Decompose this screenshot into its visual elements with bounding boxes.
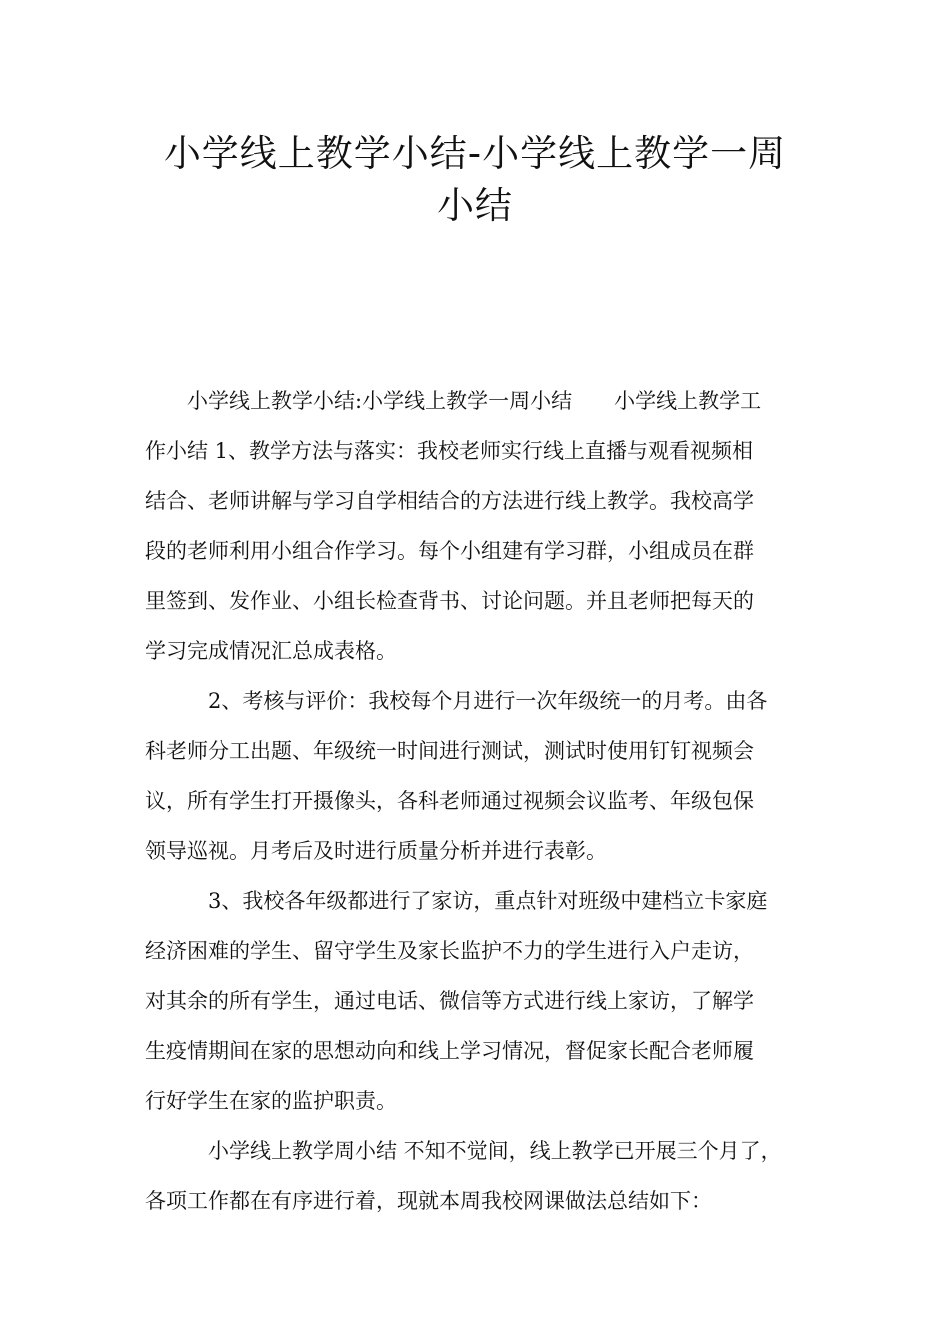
body-text-line: 议，所有学生打开摄像头，各科老师通过视频会议监考、年级包保 <box>145 789 754 813</box>
body-text-line: 领导巡视。月考后及时进行质量分析并进行表彰。 <box>145 839 607 863</box>
body-text-line: 各项工作都在有序进行着，现就本周我校网课做法总结如下： <box>145 1189 712 1213</box>
body-text-line: 里签到、发作业、小组长检查背书、讨论问题。并且老师把每天的 <box>145 589 754 613</box>
body-text-line: 小学线上教学周小结 不知不觉间，线上教学已开展三个月了， <box>145 1139 782 1163</box>
body-text-line: 对其余的所有学生，通过电话、微信等方式进行线上家访，了解学 <box>145 989 754 1013</box>
body-text-line: 作小结 1、教学方法与落实：我校老师实行线上直播与观看视频相 <box>145 439 754 463</box>
body-text-line: 结合、老师讲解与学习自学相结合的方法进行线上教学。我校高学 <box>145 489 754 513</box>
body-text-line: 学习完成情况汇总成表格。 <box>145 639 397 663</box>
body-text-line: 2、考核与评价：我校每个月进行一次年级统一的月考。由各 <box>145 689 768 713</box>
document-title-line-1: 小学线上教学小结-小学线上教学一周 <box>163 132 787 175</box>
body-text-line: 经济困难的学生、留守学生及家长监护不力的学生进行入户走访， <box>145 939 754 963</box>
body-text-line: 3、我校各年级都进行了家访，重点针对班级中建档立卡家庭 <box>145 889 768 913</box>
body-text-line: 科老师分工出题、年级统一时间进行测试，测试时使用钉钉视频会 <box>145 739 754 763</box>
body-text-line: 小学线上教学小结:小学线上教学一周小结 小学线上教学工 <box>145 389 762 413</box>
body-text-line: 段的老师利用小组合作学习。每个小组建有学习群，小组成员在群 <box>145 539 754 563</box>
body-text-line: 生疫情期间在家的思想动向和线上学习情况，督促家长配合老师履 <box>145 1039 754 1063</box>
body-text-line: 行好学生在家的监护职责。 <box>145 1089 397 1113</box>
document-title-line-2: 小结 <box>437 184 513 227</box>
